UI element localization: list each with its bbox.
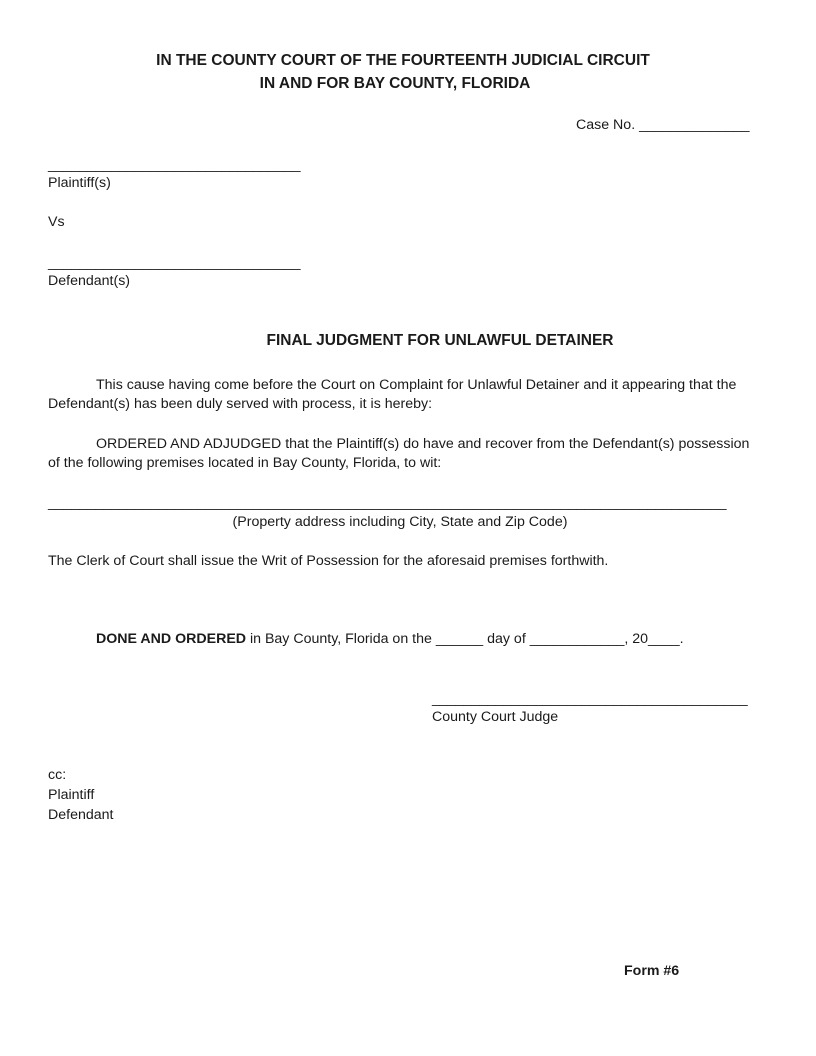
judge-signature-label: County Court Judge (432, 709, 559, 725)
judge-signature-line: ________________________________________ (432, 691, 748, 707)
court-heading-line1: IN THE COUNTY COURT OF THE FOURTEENTH JUDICIAL CIRCUIT (156, 52, 650, 69)
property-address-blank: ______________________________________________________________________________________ (48, 495, 727, 511)
done-and-ordered-rest: in Bay County, Florida on the ______ day of ____________, 20____. (246, 631, 684, 647)
done-and-ordered-line (96, 630, 684, 648)
cc-label: cc: (48, 767, 67, 783)
paragraph-2-line-1: ORDERED AND ADJUDGED that the Plaintiff(s) do have and recover from the Defendant(s) possession (96, 436, 750, 452)
paragraph-1-line-1: This cause having come before the Court on Complaint for Unlawful Detainer and it appearing that the (96, 377, 737, 393)
plaintiff-label: Plaintiff(s) (48, 175, 111, 191)
case-number-field: Case No. ______________ (576, 117, 750, 133)
property-address-label: (Property address including City, State and Zip Code) (232, 514, 568, 530)
plaintiff-blank-line: ________________________________ (48, 157, 301, 173)
judgment-title: FINAL JUDGMENT FOR UNLAWFUL DETAINER (266, 332, 614, 349)
defendant-blank-line: ________________________________ (48, 255, 301, 271)
versus-label: Vs (48, 214, 65, 230)
cc-item-plaintiff: Plaintiff (48, 787, 95, 803)
court-heading-line2: IN AND FOR BAY COUNTY, FLORIDA (259, 75, 531, 92)
done-and-ordered-bold: DONE AND ORDERED (96, 631, 247, 647)
cc-item-defendant: Defendant (48, 807, 114, 823)
form-number: Form #6 (624, 963, 680, 979)
paragraph-2-line-2: of the following premises located in Bay County, Florida, to wit: (48, 455, 442, 471)
defendant-label: Defendant(s) (48, 273, 131, 289)
paragraph-1-line-2: Defendant(s) has been duly served with process, it is hereby: (48, 396, 433, 412)
writ-of-possession-text: The Clerk of Court shall issue the Writ of Possession for the aforesaid premises forthwith. (48, 553, 609, 569)
